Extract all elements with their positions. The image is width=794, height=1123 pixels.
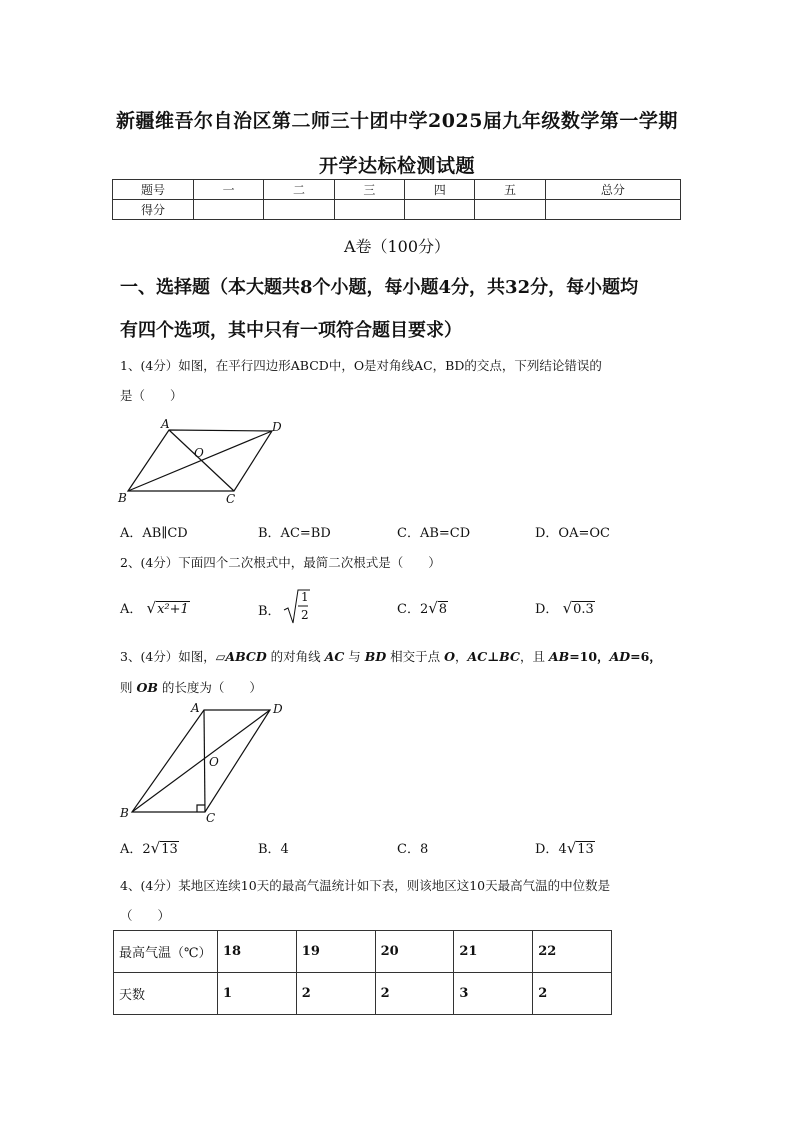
q3-text-part: AB <box>548 649 570 664</box>
q3-right-angle-marker <box>197 805 205 812</box>
table-row <box>114 973 612 1015</box>
q2-option-d-radicand: 0.3 <box>573 602 594 617</box>
q1-option-a[interactable]: A．AB∥CD <box>120 526 188 541</box>
q1-parallelogram-figure <box>112 415 292 510</box>
table-row <box>114 931 612 973</box>
q2-option-a-radicand: x²+1 <box>157 602 189 617</box>
q2-option-b-numerator: 1 <box>301 590 309 604</box>
score-cell: 一 <box>194 180 264 200</box>
q1-text: 1、(4分）如图，在平行四边形ABCD中，O是对角线AC，BD的交点，下列结论错误的 <box>120 358 602 373</box>
q3-text-part: =6， <box>630 649 662 664</box>
page-subtitle: 开学达标检测试题 <box>318 155 475 177</box>
q4-text: 4、(4分）某地区连续10天的最高气温统计如下表，则该地区这10天最高气温的中位数是 <box>120 878 611 893</box>
q3-text-part: 相交于点 <box>386 649 445 664</box>
q3-label-o: O <box>209 755 219 769</box>
q3-option-a-radicand: 13 <box>161 842 178 857</box>
q1-option-d[interactable]: D．OA=OC <box>535 526 610 541</box>
q3-text-part: ， <box>455 649 468 664</box>
q2-text: 2、(4分）下面四个二次根式中，最简二次根式是（ ） <box>120 555 441 570</box>
q3-text-part: 则 <box>120 680 137 695</box>
score-input-cell[interactable] <box>194 200 264 220</box>
q3-option-a-coef: 2 <box>142 842 151 857</box>
q1-label-b: B <box>118 491 127 505</box>
q3-parallelogram-figure <box>112 698 302 826</box>
table-cell: 21 <box>454 931 533 973</box>
score-cell: 题号 <box>113 180 194 200</box>
q1-label-a: A <box>161 417 170 431</box>
q3-option-b[interactable]: B．4 <box>258 842 289 857</box>
q3-text-part: AD <box>609 649 631 664</box>
sqrt-icon: √ <box>428 599 438 617</box>
q3-option-d-label: D． <box>535 842 559 857</box>
q3-text-part: =10， <box>569 649 610 664</box>
q3-label-c: C <box>206 811 216 825</box>
table-cell: 19 <box>296 931 375 973</box>
q3-option-d-radicand: 13 <box>577 842 594 857</box>
score-table <box>112 179 681 220</box>
q3-text-part: O <box>444 649 456 664</box>
score-cell: 五 <box>475 180 545 200</box>
q3-text-part: 与 <box>344 649 365 664</box>
q3-text-part: 的对角线 <box>266 649 325 664</box>
sqrt-icon: √ <box>566 839 577 857</box>
score-cell: 三 <box>334 180 404 200</box>
table-cell: 天数 <box>114 973 218 1015</box>
q2-option-b-label: B． <box>258 604 281 619</box>
q3-option-c[interactable]: C．8 <box>397 842 429 857</box>
section-heading-line2: 有四个选项，其中只有一项符合题目要求） <box>120 320 462 341</box>
table-cell: 1 <box>218 973 297 1015</box>
score-input-cell[interactable] <box>545 200 680 220</box>
q2-option-b-denominator: 2 <box>301 608 309 622</box>
score-input-cell[interactable] <box>334 200 404 220</box>
q3-label-d: D <box>273 702 283 716</box>
section-heading-line1: 一、选择题（本大题共8个小题，每小题4分，共32分，每小题均 <box>120 277 639 298</box>
score-input-cell[interactable] <box>264 200 334 220</box>
score-table-header-row <box>113 180 681 200</box>
q3-text-part: OB <box>136 680 158 695</box>
q3-text-part: AC <box>324 649 345 664</box>
q3-diagonal-bd <box>132 710 270 812</box>
table-cell: 3 <box>454 973 533 1015</box>
q1-label-c: C <box>226 492 236 506</box>
q1-option-b[interactable]: B．AC=BD <box>258 526 331 541</box>
q2-option-c-label: C． <box>397 602 420 617</box>
sqrt-icon: √ <box>150 839 161 857</box>
q3-text-part: BD <box>364 649 387 664</box>
q3-text-part: ，且 <box>519 649 549 664</box>
score-table-score-row <box>113 200 681 220</box>
q4-temperature-table <box>113 930 612 1015</box>
score-cell: 二 <box>264 180 334 200</box>
q3-option-d[interactable] <box>535 838 595 857</box>
q3-text-part: 3、(4分）如图， <box>120 649 216 664</box>
volume-label: A卷（100分） <box>343 237 451 256</box>
table-cell: 22 <box>533 931 612 973</box>
q3-text-cont <box>120 678 262 696</box>
q2-option-c-coef: 2 <box>419 602 429 617</box>
sqrt-icon: √ <box>562 599 573 617</box>
q4-text-cont: （ ） <box>120 908 171 923</box>
score-cell: 得分 <box>113 200 194 220</box>
q3-option-d-coef: 4 <box>558 842 567 857</box>
sqrt-icon: √ <box>146 599 157 617</box>
table-cell: 最高气温（℃） <box>114 931 218 973</box>
q3-option-a[interactable] <box>120 838 179 857</box>
table-cell: 18 <box>218 931 297 973</box>
q1-diagonal-bd <box>128 431 272 491</box>
q2-option-d-label: D． <box>535 602 559 617</box>
q2-option-d[interactable] <box>535 598 595 617</box>
q1-label-d: D <box>272 420 282 434</box>
q3-label-b: B <box>120 806 129 820</box>
q1-text-cont: 是（ ） <box>120 388 183 403</box>
q2-option-b[interactable] <box>258 590 309 622</box>
q2-option-c-radicand: 8 <box>438 602 448 617</box>
table-cell: 2 <box>375 973 454 1015</box>
q1-option-c[interactable]: C．AB=CD <box>397 526 471 541</box>
q2-option-c[interactable] <box>397 598 448 617</box>
score-cell: 四 <box>405 180 475 200</box>
table-cell: 2 <box>533 973 612 1015</box>
page-title: 新疆维吾尔自治区第二师三十团中学2025届九年级数学第一学期 <box>116 110 678 132</box>
score-input-cell[interactable] <box>475 200 545 220</box>
table-cell: 2 <box>296 973 375 1015</box>
q3-diagonal-ac <box>204 710 205 812</box>
q2-option-a[interactable] <box>120 598 190 617</box>
q3-label-a: A <box>191 701 200 715</box>
q3-text <box>120 647 662 665</box>
q3-option-a-label: A． <box>120 842 143 857</box>
q3-text-part: ▱ABCD <box>215 649 267 664</box>
q1-label-o: O <box>194 446 204 460</box>
q3-text-part: AC⊥BC <box>467 649 520 664</box>
score-input-cell[interactable] <box>405 200 475 220</box>
table-cell: 20 <box>375 931 454 973</box>
q2-option-a-label: A． <box>120 602 143 617</box>
q3-text-part: 的长度为（ ） <box>157 680 262 695</box>
score-cell: 总分 <box>545 180 680 200</box>
